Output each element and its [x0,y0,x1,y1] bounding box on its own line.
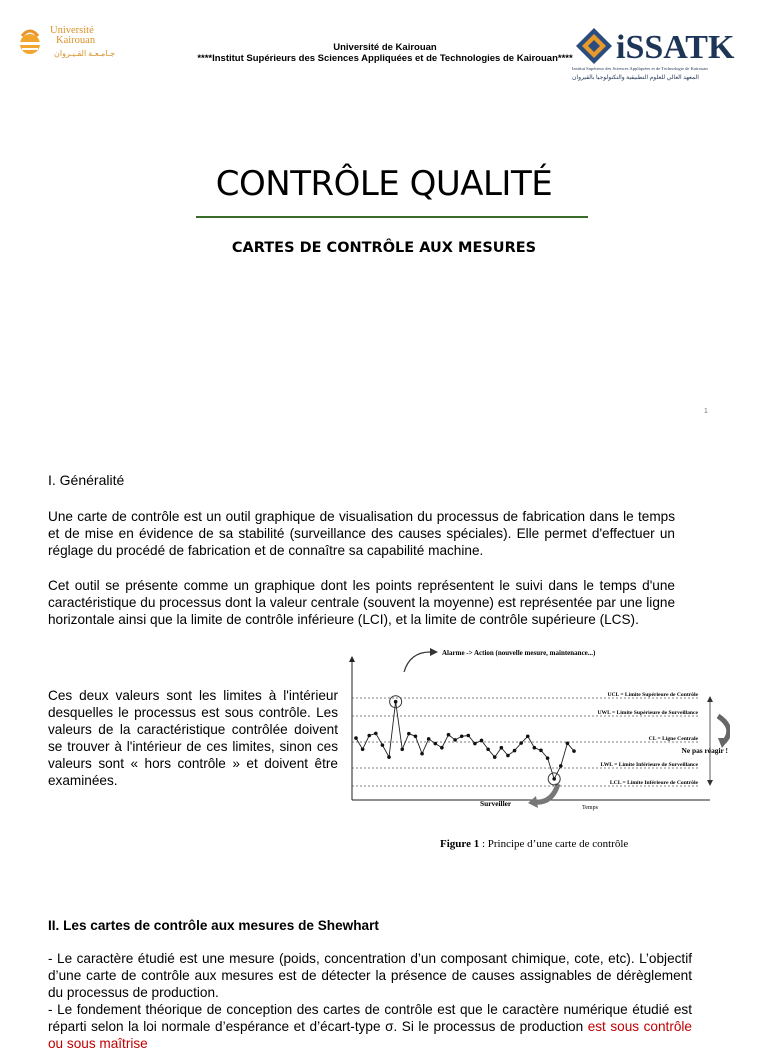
monitor-arrowhead-icon [528,796,538,808]
control-chart-point [559,764,563,768]
logo-left-line2: Kairouan [56,35,96,46]
header-institution [150,42,620,64]
alarm-label: Alarme -> Action (nouvelle mesure, maintenance...) [442,649,596,657]
control-chart-point [427,737,431,741]
section2-paragraph-2-text: - Le fondement théorique de conception des cartes de contrôle est que le caractère numérique étudié est réparti selon la loi normale d’espérance et d’écart-type σ. Si le processus de production [48,1002,692,1034]
control-chart-point [486,747,490,751]
control-chart-point [519,741,523,745]
title-underline [196,216,588,218]
issatk-logo [572,24,742,86]
alarm-arrowhead-icon [430,648,438,656]
control-chart-point [552,777,556,781]
ucl-label: UCL = Limite Supérieure de Contrôle [607,692,698,698]
figure-caption-text: : Principe d’une carte de contrôle [479,838,629,850]
control-chart-line [356,702,574,779]
control-chart-point [566,742,570,746]
control-chart-point [546,756,550,760]
monitor-curved-arrow-icon [534,784,558,802]
control-chart-point [572,749,576,753]
section2-paragraph-1: - Le caractère étudié est une mesure (poids, concentration d’un composant chimique, cote, etc). L’objectif d’une carte de contrôle aux mesures est de détecter la présence de causes assignables de dérèglement du processus de production. [48,951,692,1000]
section1-paragraph-2: Cet outil se présente comme un graphique dont les points représentent le suivi dans le temps d'une caractéristique du processus dont la valeur centrale (souvent la moyenne) est représentée par une ligne horizontale ainsi que la limite de contrôle inférieure (LCI), et la limite de contrôle supérieure (LCS). [48,578,675,627]
logo-right-subline: Institut Supérieur des Sciences Appliquées et de Technologie de Kairouan [572,66,708,71]
no-react-down-arrow-icon [707,780,713,786]
section2-paragraph-2-red-text: est sous contrôle ou sous maîtrise [48,1019,692,1051]
y-axis-arrow-icon [349,656,355,662]
no-react-label: Ne pas réagir ! [681,746,728,755]
monitor-label: Surveiller [480,799,512,808]
page-number: 1 [704,408,708,415]
kairouan-emblem-icon [16,22,120,62]
section2-body [48,950,692,1052]
control-chart-point [420,752,424,756]
control-chart-point [414,734,418,738]
logo-left-line1: Université [50,25,94,36]
control-chart-point [367,734,371,738]
section1-paragraph-1: Une carte de contrôle est un outil graphique de visualisation du processus de fabrication dans le temps et de mise en évidence de sa stabilité (surveillance des causes spéciales). Elle permet d'effectuer un réglage du procédé de fabrication et de connaître sa capabilité machine. [48,509,675,558]
control-chart-point [467,734,471,738]
section2-paragraph-2 [48,1001,692,1052]
control-chart-point [526,734,530,738]
control-chart-point [460,734,464,738]
control-chart-point [480,739,484,743]
control-chart-point [500,746,504,750]
logo-right-arabic: المعهد العالي للعلوم التطبيقية والتكنولوجيا بالقيروان [572,75,699,81]
control-chart-point [506,754,510,758]
issatk-emblem-icon [572,24,742,86]
control-chart-point [361,747,365,751]
control-chart-svg [342,642,730,820]
section1-heading: I. Généralité [48,472,125,488]
university-name: Université de Kairouan [333,42,437,53]
university-logo [16,22,120,62]
cl-label: CL = Ligne Centrale [648,736,698,742]
no-react-up-arrow-icon [707,696,713,702]
control-chart-point [453,738,457,742]
logo-right-brand: iSSATK [616,29,735,66]
control-chart-point [354,736,358,740]
control-chart-point [533,746,537,750]
control-chart-figure [342,642,730,820]
section2-heading: II. Les cartes de contrôle aux mesures de Shewhart [48,918,379,933]
control-chart-point [374,732,378,736]
logo-left-arabic: جـامـعـة القـيـروان [54,49,116,58]
control-chart-point [473,742,477,746]
control-chart-point [440,746,444,750]
control-chart-point [387,755,391,759]
control-chart-point [447,733,451,737]
control-chart-points [354,696,576,785]
institute-name: ****Institut Supérieurs des Sciences Appliquées et de Technologies de Kairouan**** [197,53,573,64]
lcl-label: LCL = Limite Inférieure de Contrôle [609,780,698,786]
control-chart-point [407,732,411,736]
control-chart-point [394,700,398,704]
control-chart-point [381,743,385,747]
control-chart-point [513,749,517,753]
control-chart-point [493,755,497,759]
page-title: CONTRÔLE QUALITÉ [215,164,553,204]
control-chart-point [400,747,404,751]
control-chart-point [433,742,437,746]
control-chart-point [539,749,543,753]
page-subtitle: CARTES DE CONTRÔLE AUX MESURES [231,240,537,256]
figure-caption [440,838,628,850]
alarm-arrow-icon [404,652,430,672]
figure-caption-label: Figure 1 [440,838,480,850]
lwl-label: LWL = Limite Inférieure de Surveillance [600,762,698,768]
time-label: Temps [582,805,598,811]
section1-paragraph-3: Ces deux valeurs sont les limites à l'intérieur desquelles le processus est sous contrôle. Les valeurs de la caractéristique contrôlée doivent se trouver à l'intérieur de ces limites, sinon ces valeurs sont « hors contrôle » et doivent être examinées. [48,688,338,788]
uwl-label: UWL = Limite Supérieure de Surveillance [597,710,698,716]
